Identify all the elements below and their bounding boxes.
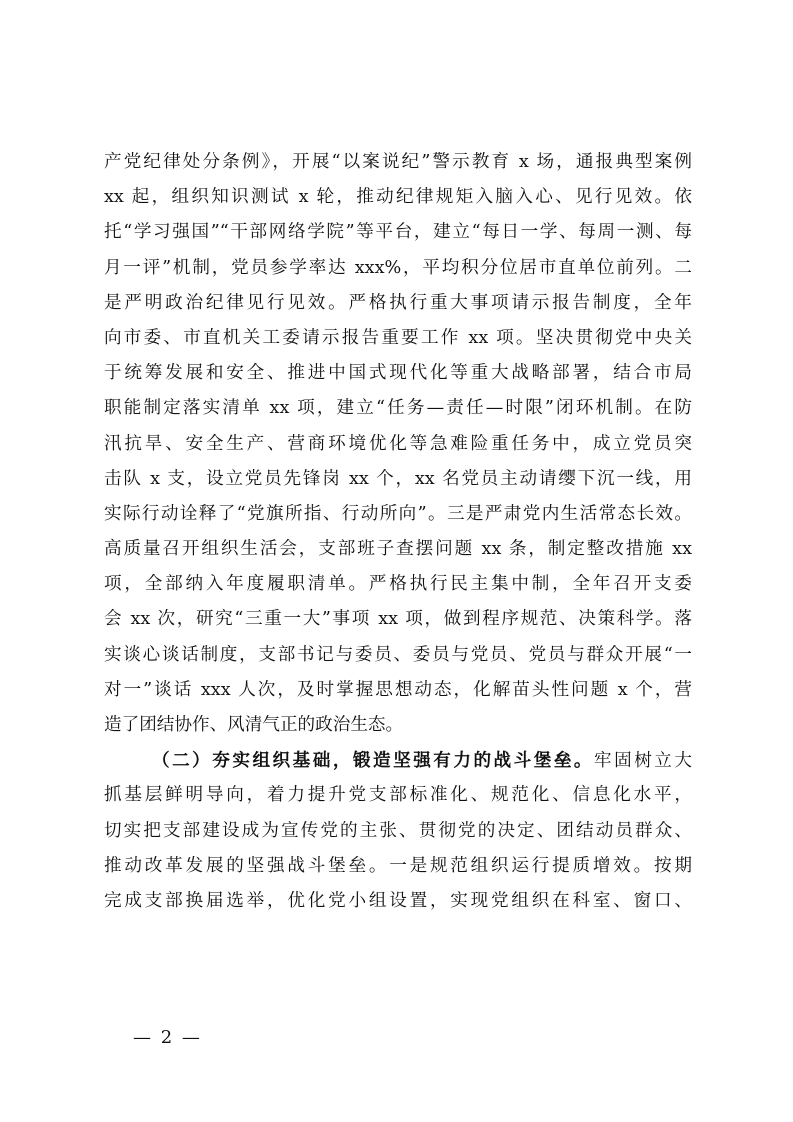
text-line: 切实把支部建设成为宣传党的主张、贯彻党的决定、团结动员群众、 <box>104 820 692 841</box>
document-body <box>104 145 692 919</box>
text-line: 推动改革发展的坚强战斗堡垒。一是规范组织运行提质增效。按期 <box>104 855 692 876</box>
paragraph-discipline <box>104 145 692 743</box>
text-line: 抓基层鲜明导向，着力提升党支部标准化、规范化、信息化水平， <box>104 785 692 806</box>
text-line: 实谈心谈话制度，支部书记与委员、委员与党员、党员与群众开展“一 <box>104 644 692 665</box>
text-line: 会 xx 次，研究“三重一大”事项 xx 项，做到程序规范、决策科学。落 <box>104 609 692 630</box>
text-line: 是严明政治纪律见行见效。严格执行重大事项请示报告制度，全年 <box>104 292 692 313</box>
text-line: 托“学习强国”“干部网络学院”等平台，建立“每日一学、每周一测、每 <box>104 222 692 243</box>
text-line: 月一评”机制，党员参学率达 xxx%，平均积分位居市直单位前列。二 <box>104 257 692 278</box>
text-line: 高质量召开组织生活会，支部班子查摆问题 xx 条，制定整改措施 xx <box>104 539 692 560</box>
section-heading: （二）夯实组织基础，锻造坚强有力的战斗堡垒。 <box>152 750 595 772</box>
page-number: — 2 — <box>133 1027 202 1048</box>
text-line: 职能制定落实清单 xx 项，建立“任务—责任—时限”闭环机制。在防 <box>104 398 692 419</box>
paragraph-first-line <box>104 743 692 778</box>
text-line: 对一”谈话 xxx 人次，及时掌握思想动态，化解苗头性问题 x 个，营 <box>104 679 692 700</box>
text-line: 向市委、市直机关工委请示报告重要工作 xx 项。坚决贯彻党中央关 <box>104 327 692 348</box>
text-line: 实际行动诠释了“党旗所指、行动所向”。三是严肃党内生活常态长效。 <box>104 503 692 524</box>
paragraph-organization <box>104 743 692 919</box>
text-line: 于统筹发展和安全、推进中国式现代化等重大战略部署，结合市局 <box>104 363 692 384</box>
text-line: 击队 x 支，设立党员先锋岗 xx 个，xx 名党员主动请缨下沉一线，用 <box>104 468 692 489</box>
text-line: xx 起，组织知识测试 x 轮，推动纪律规矩入脑入心、见行见效。依 <box>104 187 692 208</box>
text-line: 项，全部纳入年度履职清单。严格执行民主集中制，全年召开支委 <box>104 574 692 595</box>
text-run: 牢固树立大 <box>594 751 692 772</box>
text-line: 造了团结协作、风清气正的政治生态。 <box>104 715 404 735</box>
text-line: 产党纪律处分条例》，开展“以案说纪”警示教育 x 场，通报典型案例 <box>104 152 692 172</box>
text-line: 完成支部换届选举，优化党小组设置，实现党组织在科室、窗口、 <box>104 890 692 911</box>
text-line: 汛抗旱、安全生产、营商环境优化等急难险重任务中，成立党员突 <box>104 433 692 454</box>
